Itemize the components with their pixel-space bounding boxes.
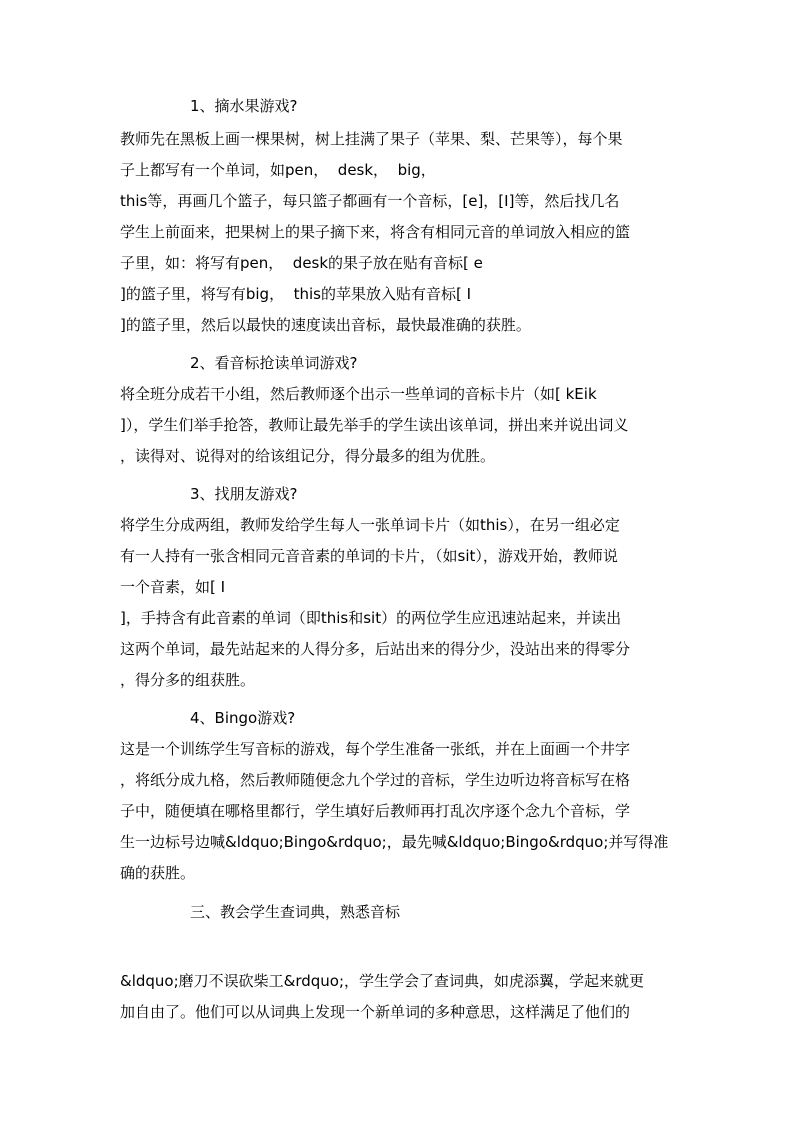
paragraph-line: ]的篮子里，然后以最快的速度读出音标，最快最准确的获胜。 [120, 316, 531, 334]
paragraph-line: 子中，随便填在哪格里都行，学生填好后教师再打乱次序逐个念九个音标，学 [120, 802, 631, 820]
heading-game-1: 1、摘水果游戏? [190, 97, 298, 115]
paragraph-line: 学生上前面来，把果树上的果子摘下来，将含有相同元音的单词放入相应的篮 [120, 223, 631, 241]
section-heading-dictionary: 三、教会学生查词典，熟悉音标 [190, 903, 401, 921]
paragraph-line: 一个音素，如[ I [120, 578, 226, 596]
paragraph-line: 确的获胜。 [120, 864, 196, 882]
paragraph-line: ]的篮子里，将写有big， this的苹果放入贴有音标[ I [120, 285, 472, 303]
paragraph-line: &ldquo;磨刀不误砍柴工&rdquo;，学生学会了查词典，如虎添翼，学起来就更 [120, 972, 645, 990]
paragraph-line: 这是一个训练学生写音标的游戏，每个学生准备一张纸，并在上面画一个井字 [120, 740, 631, 758]
heading-game-3: 3、找朋友游戏? [190, 485, 298, 503]
heading-game-2: 2、看音标抢读单词游戏? [190, 354, 358, 372]
paragraph-line: 加自由了。他们可以从词典上发现一个新单词的多种意思，这样满足了他们的 [120, 1003, 631, 1021]
paragraph-line: 子里，如：将写有pen， desk的果子放在贴有音标[ e [120, 254, 483, 272]
paragraph-line: ，得分多的组获胜。 [120, 671, 256, 689]
paragraph-line: 这两个单词，最先站起来的人得分多，后站出来的得分少，没站出来的得零分 [120, 640, 631, 658]
paragraph-line: ]，手持含有此音素的单词（即this和sit）的两位学生应迅速站起来，并读出 [120, 609, 622, 627]
paragraph-line: ]），学生们举手抢答，教师让最先举手的学生读出该单词，拼出来并说出词义 [120, 416, 629, 434]
paragraph-line: 将学生分成两组，教师发给学生每人一张单词卡片（如this），在另一组必定 [120, 516, 620, 534]
paragraph-line: ，将纸分成九格，然后教师随便念九个学过的音标，学生边听边将音标写在格 [120, 771, 631, 789]
paragraph-line: this等，再画几个篮子，每只篮子都画有一个音标，[e]，[I]等，然后找几名 [120, 192, 620, 210]
paragraph-line: 有一人持有一张含相同元音音素的单词的卡片，（如sit），游戏开始，教师说 [120, 547, 618, 565]
paragraph-line: 教师先在黑板上画一棵果树，树上挂满了果子（苹果、梨、芒果等），每个果 [120, 130, 623, 148]
paragraph-line: ，读得对、说得对的给该组记分，得分最多的组为优胜。 [120, 447, 496, 465]
paragraph-line: 子上都写有一个单词，如pen， desk， big， [120, 161, 436, 179]
paragraph-line: 将全班分成若干小组，然后教师逐个出示一些单词的音标卡片（如[ kEik [120, 385, 597, 403]
paragraph-line: 生一边标号边喊&ldquo;Bingo&rdquo;，最先喊&ldquo;Bingo&rdquo;并写得准 [120, 833, 669, 851]
heading-game-4: 4、Bingo游戏? [190, 709, 296, 727]
